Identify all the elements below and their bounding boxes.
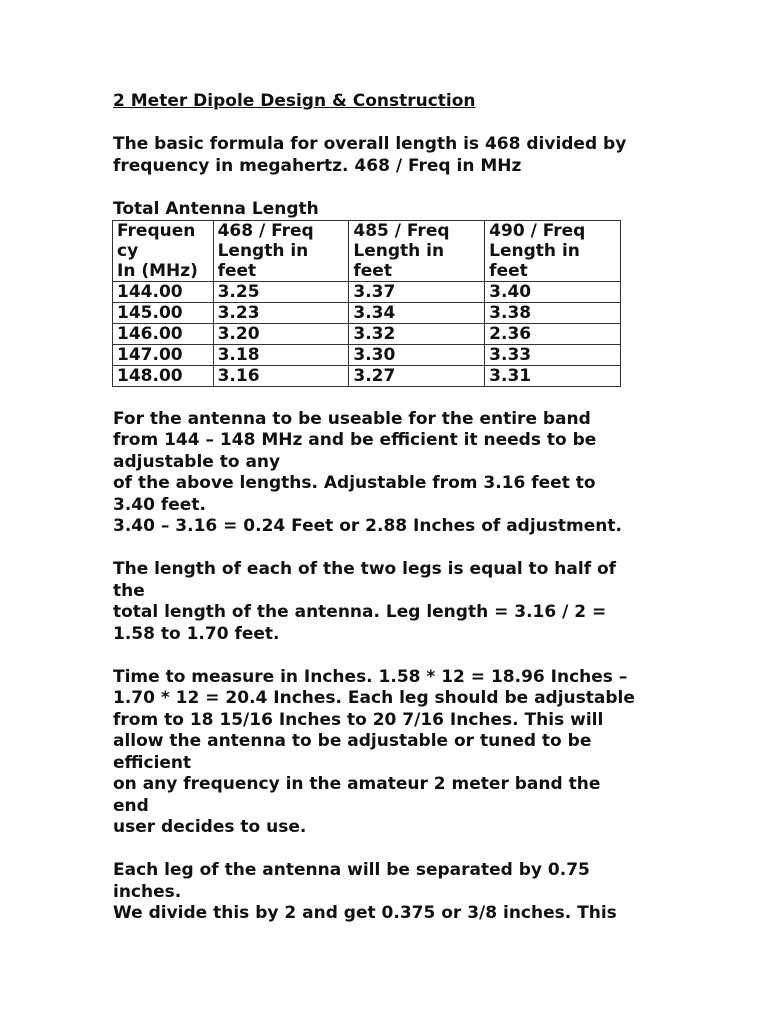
text-line: adjustable to any	[113, 451, 281, 472]
table-cell: 145.00	[113, 303, 214, 324]
table-row	[113, 345, 621, 366]
header-text: 468 / Freq	[217, 221, 314, 241]
table-cell: 3.20	[213, 324, 349, 345]
text-line: of the above lengths. Adjustable from 3.16 feet to	[113, 473, 596, 493]
text-line: 1.58 to 1.70 feet.	[113, 623, 280, 644]
table-cell: 144.00	[113, 282, 214, 303]
intro-paragraph	[113, 134, 673, 177]
text-line: 3.40 – 3.16 = 0.24 Feet or 2.88 Inches of adjustment.	[113, 516, 622, 536]
text-line: efficient	[113, 752, 192, 773]
table-cell: 3.37	[349, 282, 485, 303]
table-cell: 3.27	[349, 366, 485, 387]
table-cell: 3.40	[485, 282, 621, 303]
header-text: In (MHz)	[117, 261, 198, 281]
spacer	[113, 113, 673, 135]
spacer	[113, 177, 673, 199]
text-line: user decides to use.	[113, 817, 307, 837]
text-line: frequency in megahertz. 468 / Freq in MHz	[113, 155, 522, 176]
text-line: The basic formula for overall length is 468 divided by	[113, 134, 627, 154]
table-cell: 148.00	[113, 366, 214, 387]
table-cell: 3.30	[349, 345, 485, 366]
table-cell: 3.38	[485, 303, 621, 324]
text-line: from to 18 15/16 Inches to 20 7/16 Inches. This will	[113, 709, 604, 730]
header-text: 490 / Freq	[489, 221, 586, 241]
text-line: from 144 – 148 MHz and be efficient it needs to be	[113, 430, 597, 450]
band-adjustment-paragraph	[113, 409, 673, 538]
table-header-row	[113, 221, 621, 282]
text-line: the	[113, 580, 145, 601]
table-row	[113, 366, 621, 387]
text-line: For the antenna to be useable for the entire band	[113, 408, 591, 429]
header-cell-485	[349, 221, 485, 282]
header-text: feet	[353, 261, 392, 281]
header-text: cy	[117, 241, 139, 261]
text-line: Each leg of the antenna will be separated by 0.75	[113, 860, 590, 880]
text-line: total length of the antenna. Leg length = 3.16 / 2 =	[113, 602, 607, 622]
text-line: allow the antenna to be adjustable or tuned to be	[113, 731, 592, 751]
antenna-length-table	[112, 220, 621, 387]
header-text: feet	[489, 261, 528, 281]
table-cell: 3.32	[349, 324, 485, 345]
table-row	[113, 282, 621, 303]
header-text: Frequen	[117, 221, 196, 241]
header-cell-468	[213, 221, 349, 282]
text-line: inches.	[113, 881, 182, 902]
spacer	[113, 645, 673, 667]
document-page	[113, 91, 673, 925]
table-cell: 3.18	[213, 345, 349, 366]
inches-paragraph	[113, 667, 673, 839]
separation-paragraph	[113, 860, 673, 925]
table-cell: 2.36	[485, 324, 621, 345]
header-text: Length in	[217, 241, 309, 261]
spacer	[113, 387, 673, 409]
header-cell-490	[485, 221, 621, 282]
header-cell-frequency	[113, 221, 214, 282]
table-title: Total Antenna Length	[113, 198, 319, 219]
table-cell: 146.00	[113, 324, 214, 345]
table-cell: 3.25	[213, 282, 349, 303]
spacer	[113, 538, 673, 560]
table-cell: 3.33	[485, 345, 621, 366]
header-text: Length in	[489, 241, 580, 261]
header-text: feet	[217, 261, 257, 281]
text-line: on any frequency in the amateur 2 meter band the	[113, 774, 601, 794]
text-line: 1.70 * 12 = 20.4 Inches. Each leg should be adjustable	[113, 688, 635, 708]
text-line: end	[113, 795, 149, 816]
leg-length-paragraph	[113, 559, 673, 645]
table-row	[113, 303, 621, 324]
spacer	[113, 839, 673, 861]
document-title: 2 Meter Dipole Design & Construction	[113, 91, 476, 111]
text-line: The length of each of the two legs is equal to half of	[113, 559, 617, 579]
header-text: Length in	[353, 241, 445, 261]
table-cell: 3.31	[485, 366, 621, 387]
header-text: 485 / Freq	[353, 221, 450, 241]
table-cell: 3.16	[213, 366, 349, 387]
table-cell: 147.00	[113, 345, 214, 366]
text-line: 3.40 feet.	[113, 494, 206, 515]
text-line: We divide this by 2 and get 0.375 or 3/8 inches. This	[113, 903, 617, 923]
table-row	[113, 324, 621, 345]
table-cell: 3.34	[349, 303, 485, 324]
text-line: Time to measure in Inches. 1.58 * 12 = 18.96 Inches –	[113, 666, 628, 687]
table-cell: 3.23	[213, 303, 349, 324]
